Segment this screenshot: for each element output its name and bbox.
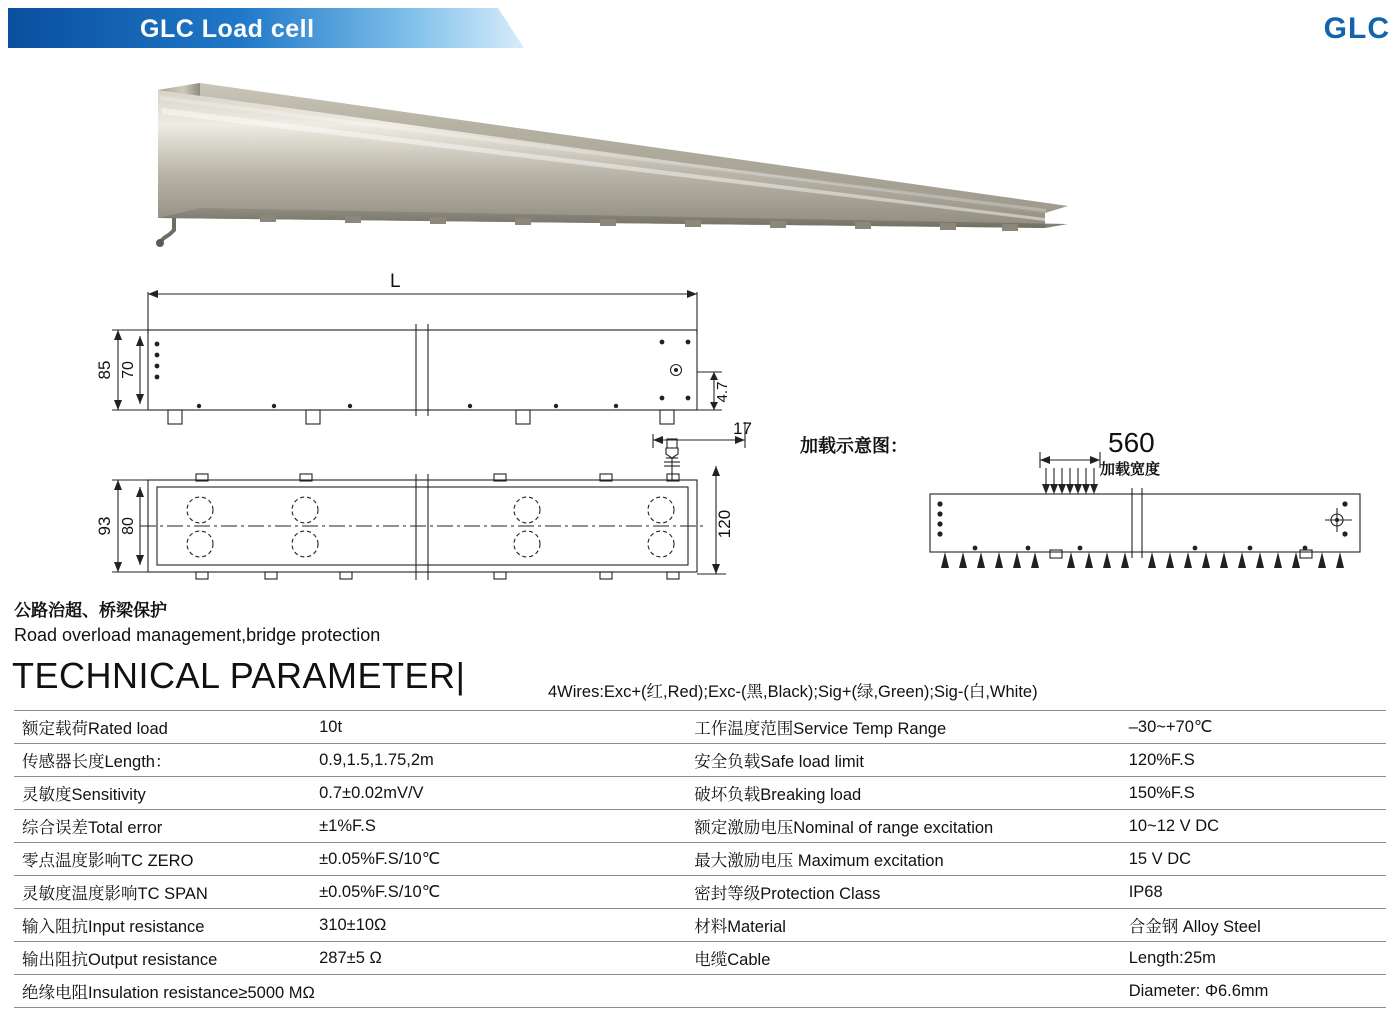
cell-right-label: 工作温度范围Service Temp Range: [686, 711, 1120, 744]
cell-right-label: 破坏负载Breaking load: [686, 777, 1120, 810]
cell-left-value: 0.9,1.5,1.75,2m: [311, 744, 686, 777]
dim-80-label: 80: [120, 517, 137, 535]
table-row: [14, 843, 1386, 876]
cell-right-value: 150%F.S: [1121, 777, 1386, 810]
cell-right-value: –30~+70℃: [1121, 711, 1386, 744]
caption-en: Road overload management,bridge protection: [14, 624, 381, 645]
cell-insulation-label: 绝缘电阻Insulation resistance≥5000 MΩ: [14, 975, 1121, 1008]
load-width-value: 560: [1108, 427, 1155, 458]
cell-diameter-value: Diameter: Φ6.6mm: [1121, 975, 1386, 1008]
cell-left-label: 输入阻抗Input resistance: [14, 909, 311, 942]
application-caption: [14, 600, 714, 647]
cell-left-label: 额定载荷Rated load: [14, 711, 311, 744]
caption-cn: 公路治超、桥梁保护: [14, 601, 167, 620]
cell-right-value: 合金钢 Alloy Steel: [1121, 909, 1386, 942]
table-row: [14, 744, 1386, 777]
table-row: [14, 909, 1386, 942]
cell-right-value: 120%F.S: [1121, 744, 1386, 777]
cell-left-label: 灵敏度Sensitivity: [14, 777, 311, 810]
load-width-label: 加载宽度: [1100, 461, 1161, 478]
cell-left-label: 传感器长度Length：: [14, 744, 311, 777]
page-header: [0, 8, 1400, 50]
cell-right-value: 15 V DC: [1121, 843, 1386, 876]
table-row: [14, 777, 1386, 810]
dim-17-label: 17: [733, 419, 752, 438]
section-title-text: TECHNICAL PARAMETER: [12, 655, 456, 696]
cell-right-label: 电缆Cable: [686, 942, 1120, 975]
cell-left-label: 综合误差Total error: [14, 810, 311, 843]
cell-left-value: 310±10Ω: [311, 909, 686, 942]
product-photo: [140, 78, 1080, 258]
cell-right-label: 安全负载Safe load limit: [686, 744, 1120, 777]
cell-right-label: 额定激励电压Nominal of range excitation: [686, 810, 1120, 843]
cell-right-label: 密封等级Protection Class: [686, 876, 1120, 909]
cell-left-label: 零点温度影响TC ZERO: [14, 843, 311, 876]
table-row: [14, 711, 1386, 744]
wiring-note: 4Wires:Exc+(红,Red);Exc-(黑,Black);Sig+(绿,Green);Sig-(白,White): [548, 683, 1038, 701]
cell-left-value: ±0.05%F.S/10℃: [311, 876, 686, 909]
cell-right-value: 10~12 V DC: [1121, 810, 1386, 843]
table-row: [14, 810, 1386, 843]
cell-left-value: ±0.05%F.S/10℃: [311, 843, 686, 876]
dim-93-label: 93: [95, 516, 114, 536]
table-row: [14, 942, 1386, 975]
title-bar: |: [455, 655, 466, 696]
cell-left-label: 灵敏度温度影响TC SPAN: [14, 876, 311, 909]
cell-left-label: 输出阻抗Output resistance: [14, 942, 311, 975]
cell-left-value: 10t: [311, 711, 686, 744]
dim-L-label: L: [390, 271, 401, 292]
loading-diagram-caption: 加载示意图：: [800, 436, 908, 456]
table-row: [14, 975, 1386, 1008]
banner-wedge: [498, 8, 524, 48]
cell-left-value: ±1%F.S: [311, 810, 686, 843]
brand-logo: GLC: [1323, 12, 1390, 45]
cell-right-value: Length:25m: [1121, 942, 1386, 975]
cell-left-value: 0.7±0.02mV/V: [311, 777, 686, 810]
table-row: [14, 876, 1386, 909]
cell-right-label: 最大激励电压 Maximum excitation: [686, 843, 1120, 876]
dim-47-label: 4.7: [714, 381, 731, 403]
specification-table: [14, 710, 1386, 1008]
page-title: GLC Load cell: [140, 15, 315, 43]
cell-right-label: 材料Material: [686, 909, 1120, 942]
technical-drawings: [0, 262, 1400, 602]
cell-left-value: 287±5 Ω: [311, 942, 686, 975]
dim-120-label: 120: [715, 509, 734, 539]
section-title: [12, 655, 465, 697]
dim-85-label: 85: [95, 360, 114, 380]
dim-70-label: 70: [120, 361, 137, 379]
cell-right-value: IP68: [1121, 876, 1386, 909]
